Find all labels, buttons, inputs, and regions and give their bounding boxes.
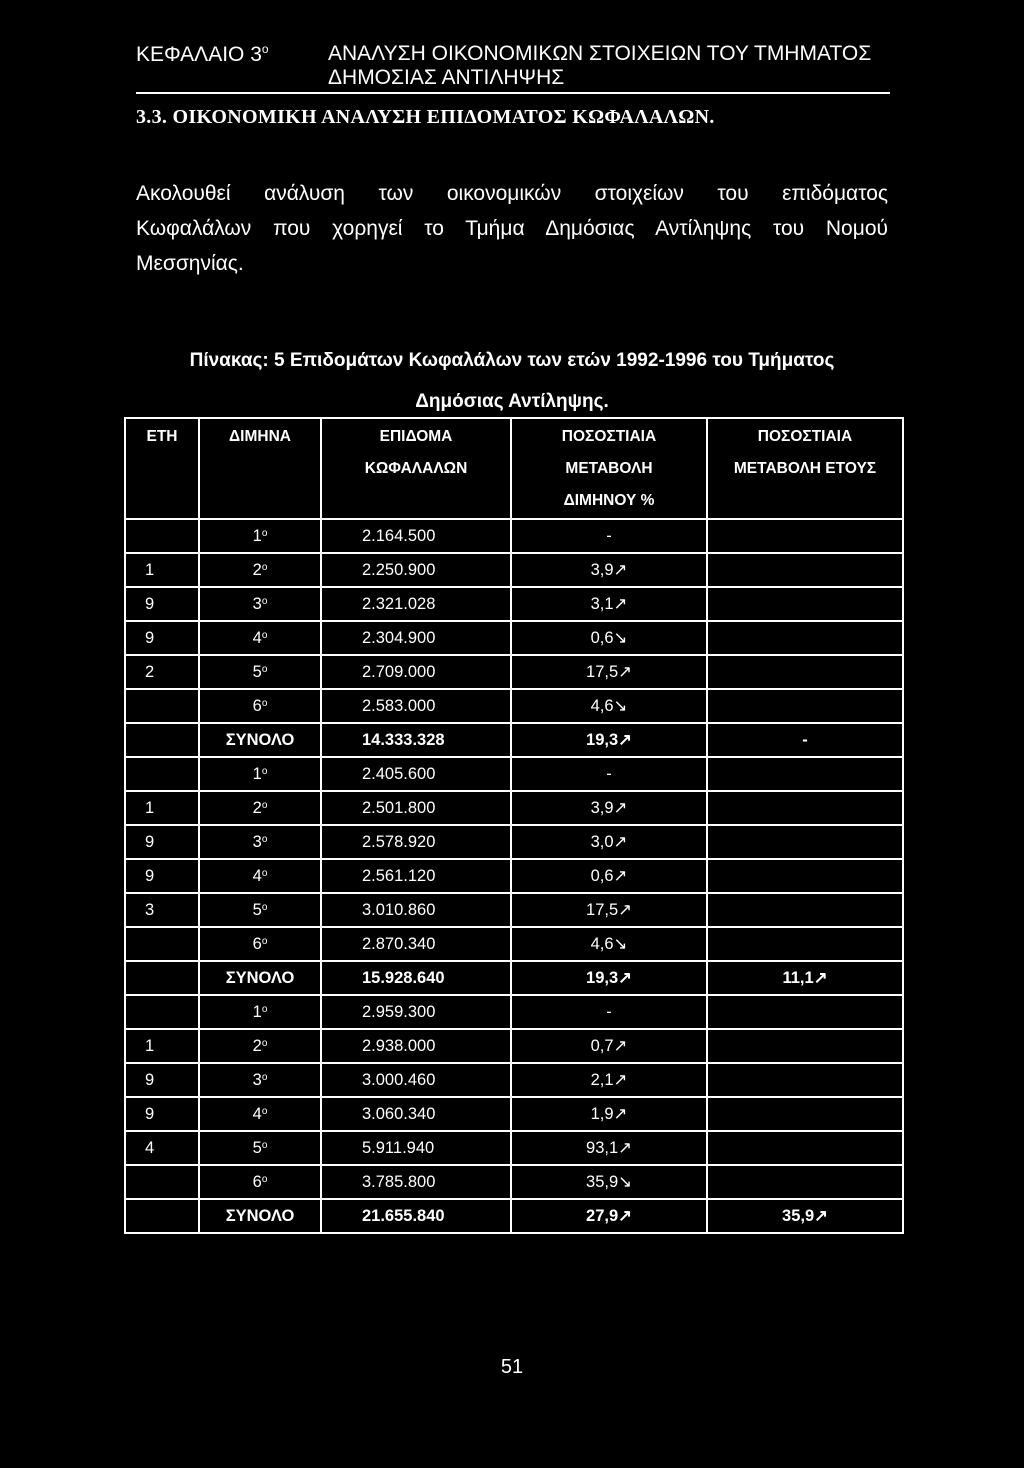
year-cell: 9 bbox=[125, 1097, 199, 1131]
year-cell bbox=[125, 995, 199, 1029]
quarter-change-cell: 3,9↗ bbox=[511, 791, 707, 825]
quarter-change-cell: 0,6↘ bbox=[511, 621, 707, 655]
year-cell: 4 bbox=[125, 1131, 199, 1165]
table-row bbox=[125, 995, 903, 1029]
table-row bbox=[125, 757, 903, 791]
year-cell: 1 bbox=[125, 1029, 199, 1063]
section-title: 3.3. ΟΙΚΟΝΟΜΙΚΗ ΑΝΑΛΥΣΗ ΕΠΙΔΟΜΑΤΟΣ ΚΩΦΑΛΑΛΩΝ. bbox=[136, 106, 715, 128]
quarter-change-cell: - bbox=[511, 519, 707, 553]
table-row bbox=[125, 519, 903, 553]
amount-cell: 2.304.900 bbox=[321, 621, 511, 655]
year-cell bbox=[125, 723, 199, 757]
quarter-change-cell: 4,6↘ bbox=[511, 927, 707, 961]
header-year-change: ΠΟΣΟΣΤΙΑΙΑ ΜΕΤΑΒΟΛΗ ΕΤΟΥΣ bbox=[707, 418, 903, 519]
quarter-cell: $6^o$ bbox=[199, 927, 321, 961]
year-cell bbox=[125, 927, 199, 961]
quarter-change-cell: 0,6↗ bbox=[511, 859, 707, 893]
table-row bbox=[125, 859, 903, 893]
amount-cell: 3.785.800 bbox=[321, 1165, 511, 1199]
quarter-change-cell: 3,0↗ bbox=[511, 825, 707, 859]
table-row bbox=[125, 689, 903, 723]
table-caption: Πίνακας: 5 Επιδομάτων Κωφαλάλων των ετών 1992-1996 του Τμήματος Δημόσιας Αντίληψης. bbox=[189, 350, 835, 412]
year-cell bbox=[125, 757, 199, 791]
year-change-cell bbox=[707, 553, 903, 587]
quarter-cell: $1^o$ bbox=[199, 757, 321, 791]
year-cell bbox=[125, 961, 199, 995]
amount-cell: 2.709.000 bbox=[321, 655, 511, 689]
table-row bbox=[125, 791, 903, 825]
table-row bbox=[125, 927, 903, 961]
year-change-cell bbox=[707, 791, 903, 825]
quarter-cell: ΣΥΝΟΛΟ bbox=[199, 723, 321, 757]
quarter-cell: $4^o$ bbox=[199, 1097, 321, 1131]
header-quarter: ΔΙΜΗΝΑ bbox=[199, 418, 321, 519]
quarter-change-cell: 17,5↗ bbox=[511, 893, 707, 927]
amount-cell: 2.870.340 bbox=[321, 927, 511, 961]
quarter-cell: $2^o$ bbox=[199, 1029, 321, 1063]
intro-paragraph: Ακολουθεί ανάλυση των οικονομικών στοιχείων του επιδόματος Κωφαλάλων που χορηγεί το Τμήμα Δημόσιας Αντίληψης του Νομού Μεσσηνίας. bbox=[136, 182, 888, 275]
year-cell bbox=[125, 1199, 199, 1233]
quarter-cell: $1^o$ bbox=[199, 995, 321, 1029]
quarter-change-cell: - bbox=[511, 757, 707, 791]
amount-cell: 2.561.120 bbox=[321, 859, 511, 893]
table-row bbox=[125, 655, 903, 689]
year-change-cell bbox=[707, 893, 903, 927]
quarter-change-cell: 19,3↗ bbox=[511, 961, 707, 995]
table-row bbox=[125, 553, 903, 587]
table-row bbox=[125, 1199, 903, 1233]
year-cell bbox=[125, 1165, 199, 1199]
quarter-cell: $4^o$ bbox=[199, 621, 321, 655]
amount-cell: 21.655.840 bbox=[321, 1199, 511, 1233]
header-amount: ΕΠΙΔΟΜΑ ΚΩΦΑΛΑΛΩΝ bbox=[321, 418, 511, 519]
year-cell: 9 bbox=[125, 621, 199, 655]
amount-cell: 2.164.500 bbox=[321, 519, 511, 553]
table-row bbox=[125, 1131, 903, 1165]
quarter-change-cell: 2,1↗ bbox=[511, 1063, 707, 1097]
quarter-change-cell: 27,9↗ bbox=[511, 1199, 707, 1233]
table-row bbox=[125, 723, 903, 757]
year-change-cell bbox=[707, 519, 903, 553]
table-row bbox=[125, 1165, 903, 1199]
amount-cell: 3.060.340 bbox=[321, 1097, 511, 1131]
amount-cell: 3.000.460 bbox=[321, 1063, 511, 1097]
quarter-change-cell: 4,6↘ bbox=[511, 689, 707, 723]
quarter-cell: $3^o$ bbox=[199, 1063, 321, 1097]
amount-cell: 2.959.300 bbox=[321, 995, 511, 1029]
amount-cell: 15.928.640 bbox=[321, 961, 511, 995]
table-row bbox=[125, 621, 903, 655]
amount-cell: 2.501.800 bbox=[321, 791, 511, 825]
year-cell: 9 bbox=[125, 1063, 199, 1097]
year-change-cell bbox=[707, 927, 903, 961]
year-change-cell bbox=[707, 1029, 903, 1063]
year-change-cell bbox=[707, 757, 903, 791]
quarter-change-cell: 0,7↗ bbox=[511, 1029, 707, 1063]
quarter-cell: $5^o$ bbox=[199, 893, 321, 927]
year-change-cell: - bbox=[707, 723, 903, 757]
year-change-cell bbox=[707, 825, 903, 859]
table-row bbox=[125, 1097, 903, 1131]
table-row bbox=[125, 587, 903, 621]
header-rule bbox=[136, 92, 890, 94]
page-number: 51 bbox=[500, 1356, 524, 1378]
amount-cell: 2.583.000 bbox=[321, 689, 511, 723]
year-cell: 1 bbox=[125, 553, 199, 587]
quarter-cell: $5^o$ bbox=[199, 655, 321, 689]
amount-cell: 2.250.900 bbox=[321, 553, 511, 587]
table-row bbox=[125, 1063, 903, 1097]
year-cell: 2 bbox=[125, 655, 199, 689]
quarter-change-cell: 35,9↘ bbox=[511, 1165, 707, 1199]
header-year: ΕΤΗ bbox=[125, 418, 199, 519]
amount-cell: 2.578.920 bbox=[321, 825, 511, 859]
table-row bbox=[125, 825, 903, 859]
chapter-title: ΑΝΑΛΥΣΗ ΟΙΚΟΝΟΜΙΚΩΝ ΣΤΟΙΧΕΙΩΝ ΤΟΥ ΤΜΗΜΑΤΟΣ ΔΗΜΟΣΙΑΣ ΑΝΤΙΛΗΨΗΣ bbox=[328, 42, 872, 89]
quarter-cell: $6^o$ bbox=[199, 689, 321, 723]
quarter-cell: ΣΥΝΟΛΟ bbox=[199, 961, 321, 995]
year-cell bbox=[125, 519, 199, 553]
quarter-cell: ΣΥΝΟΛΟ bbox=[199, 1199, 321, 1233]
table-row bbox=[125, 893, 903, 927]
quarter-change-cell: 1,9↗ bbox=[511, 1097, 707, 1131]
quarter-cell: $3^o$ bbox=[199, 825, 321, 859]
quarter-cell: $4^o$ bbox=[199, 859, 321, 893]
quarter-change-cell: 3,1↗ bbox=[511, 587, 707, 621]
year-change-cell bbox=[707, 587, 903, 621]
quarter-cell: $1^o$ bbox=[199, 519, 321, 553]
quarter-cell: $6^o$ bbox=[199, 1165, 321, 1199]
quarter-change-cell: 17,5↗ bbox=[511, 655, 707, 689]
table-row bbox=[125, 961, 903, 995]
quarter-change-cell: 93,1↗ bbox=[511, 1131, 707, 1165]
year-change-cell: 11,1↗ bbox=[707, 961, 903, 995]
year-change-cell bbox=[707, 1131, 903, 1165]
year-change-cell bbox=[707, 1097, 903, 1131]
quarter-change-cell: 3,9↗ bbox=[511, 553, 707, 587]
amount-cell: 2.405.600 bbox=[321, 757, 511, 791]
year-change-cell bbox=[707, 859, 903, 893]
year-change-cell bbox=[707, 655, 903, 689]
table-header-row bbox=[125, 418, 903, 519]
amount-cell: 3.010.860 bbox=[321, 893, 511, 927]
quarter-cell: $3^o$ bbox=[199, 587, 321, 621]
quarter-change-cell: - bbox=[511, 995, 707, 1029]
year-change-cell bbox=[707, 1063, 903, 1097]
year-cell: 9 bbox=[125, 859, 199, 893]
quarter-change-cell: 19,3↗ bbox=[511, 723, 707, 757]
year-change-cell: 35,9↗ bbox=[707, 1199, 903, 1233]
quarter-cell: $2^o$ bbox=[199, 553, 321, 587]
year-change-cell bbox=[707, 995, 903, 1029]
amount-cell: 2.321.028 bbox=[321, 587, 511, 621]
amount-cell: 14.333.328 bbox=[321, 723, 511, 757]
year-change-cell bbox=[707, 689, 903, 723]
amount-cell: 2.938.000 bbox=[321, 1029, 511, 1063]
year-cell: 3 bbox=[125, 893, 199, 927]
year-change-cell bbox=[707, 621, 903, 655]
year-cell: 9 bbox=[125, 587, 199, 621]
table-row bbox=[125, 1029, 903, 1063]
year-cell bbox=[125, 689, 199, 723]
quarter-cell: $2^o$ bbox=[199, 791, 321, 825]
chapter-label: ΚΕΦΑΛΑΙΟ $3^o$ bbox=[136, 42, 269, 66]
quarter-cell: $5^o$ bbox=[199, 1131, 321, 1165]
year-cell: 1 bbox=[125, 791, 199, 825]
year-change-cell bbox=[707, 1165, 903, 1199]
year-cell: 9 bbox=[125, 825, 199, 859]
allowance-table bbox=[124, 417, 904, 1234]
amount-cell: 5.911.940 bbox=[321, 1131, 511, 1165]
header-quarter-change: ΠΟΣΟΣΤΙΑΙΑ ΜΕΤΑΒΟΛΗ ΔΙΜΗΝΟΥ % bbox=[511, 418, 707, 519]
